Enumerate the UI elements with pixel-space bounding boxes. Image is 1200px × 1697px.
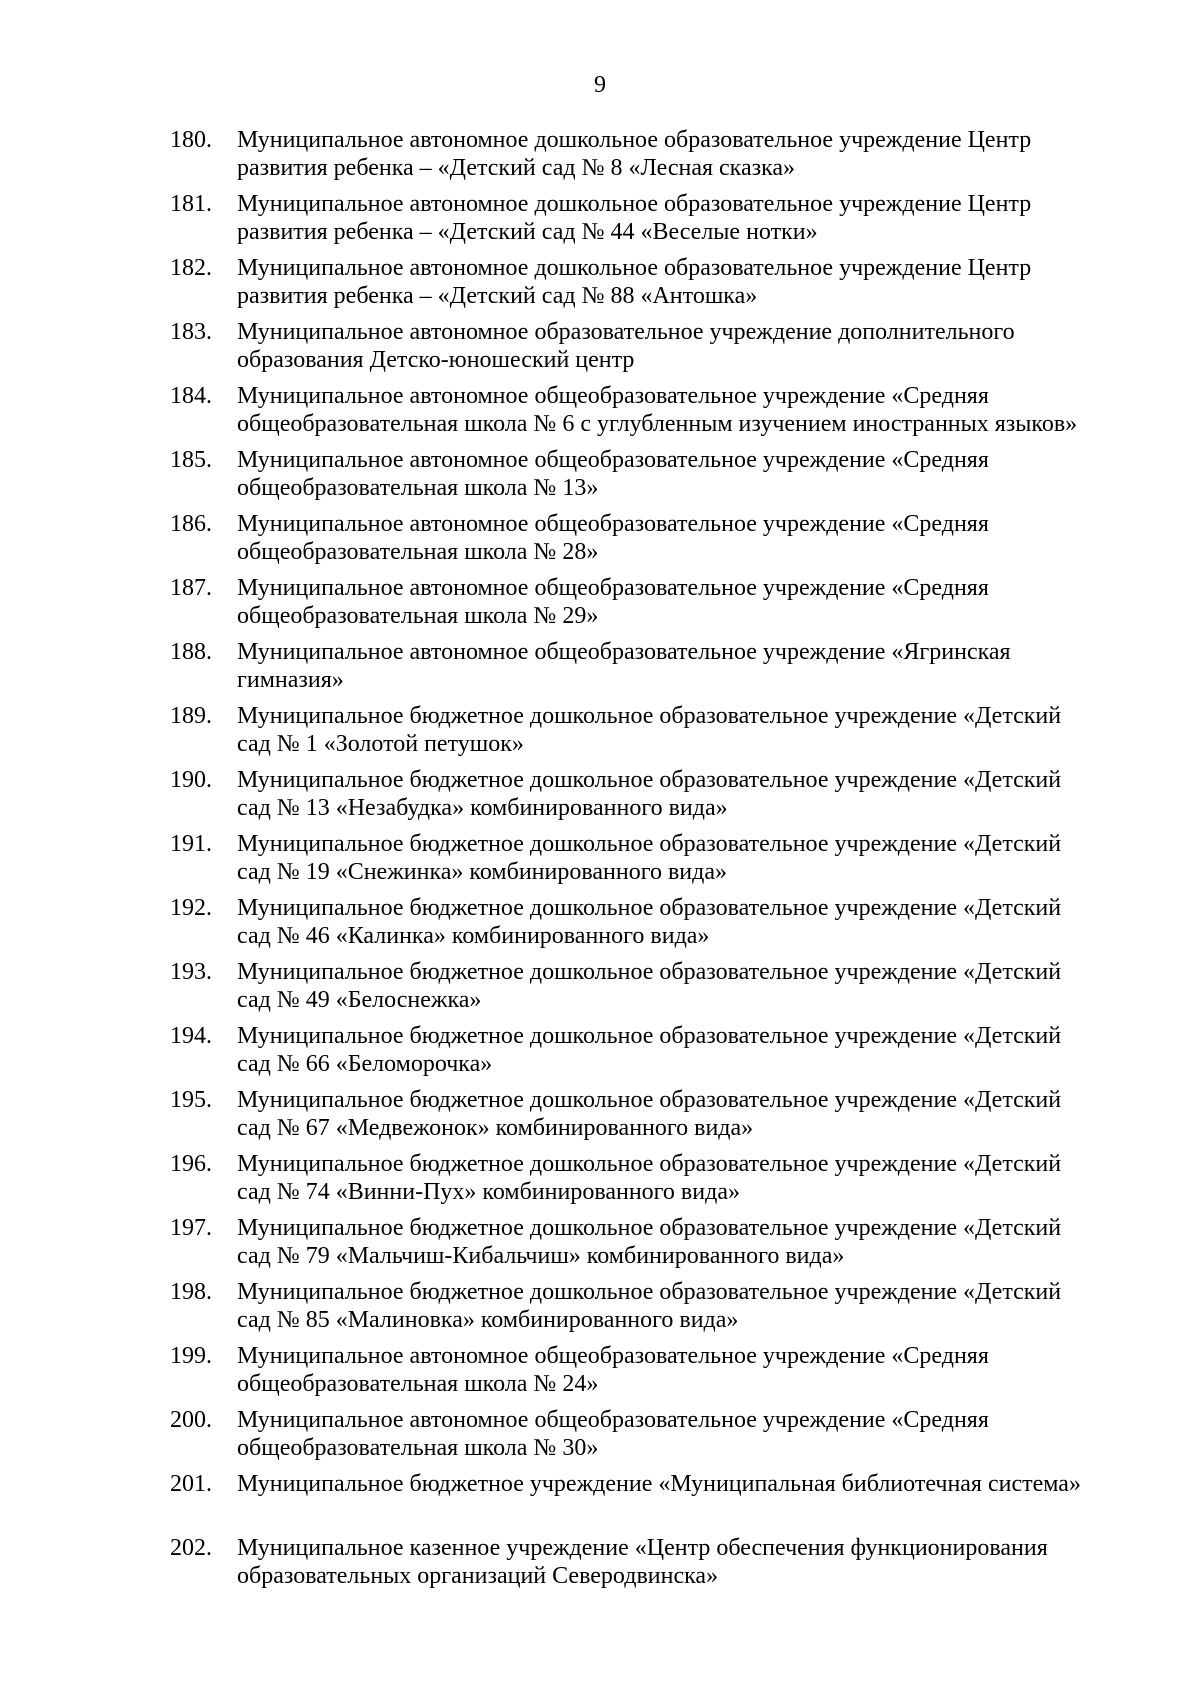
item-number: 191. (170, 831, 212, 857)
item-number: 190. (170, 767, 212, 793)
item-text: Муниципальное бюджетное дошкольное образовательное учреждение «Детский сад № 67 «Медвежонок» комбинированного вида» (237, 1087, 1062, 1141)
institution-list (170, 126, 1100, 1598)
list-item (170, 766, 1100, 830)
list-item (170, 1470, 1100, 1534)
item-number: 198. (170, 1279, 212, 1305)
list-item (170, 190, 1100, 254)
list-item (170, 1214, 1100, 1278)
list-item (170, 830, 1100, 894)
list-item (170, 1022, 1100, 1086)
item-text: Муниципальное автономное дошкольное образовательное учреждение Центр развития ребенка – «Детский сад № 44 «Веселые нотки» (237, 191, 1032, 245)
item-text: Муниципальное бюджетное дошкольное образовательное учреждение «Детский сад № 49 «Белоснежка» (237, 959, 1062, 1013)
list-item (170, 126, 1100, 190)
item-text: Муниципальное автономное общеобразовательное учреждение «Средняя общеобразовательная школа № 13» (237, 447, 989, 501)
item-number: 189. (170, 703, 212, 729)
item-number: 182. (170, 255, 212, 281)
item-number: 202. (170, 1535, 212, 1561)
item-text: Муниципальное автономное общеобразовательное учреждение «Средняя общеобразовательная школа № 24» (237, 1343, 989, 1397)
item-text: Муниципальное автономное образовательное учреждение дополнительного образования Детско-юношеский центр (237, 319, 1015, 373)
list-item (170, 1278, 1100, 1342)
item-number: 193. (170, 959, 212, 985)
item-text: Муниципальное автономное дошкольное образовательное учреждение Центр развития ребенка – «Детский сад № 8 «Лесная сказка» (237, 127, 1032, 181)
list-item (170, 382, 1100, 446)
list-item (170, 1150, 1100, 1214)
list-item (170, 318, 1100, 382)
item-text: Муниципальное автономное общеобразовательное учреждение «Ягринская гимназия» (237, 639, 1011, 693)
item-text: Муниципальное автономное общеобразовательное учреждение «Средняя общеобразовательная школа № 28» (237, 511, 989, 565)
list-item (170, 1342, 1100, 1406)
item-number: 187. (170, 575, 212, 601)
item-text: Муниципальное бюджетное дошкольное образовательное учреждение «Детский сад № 85 «Малиновка» комбинированного вида» (237, 1279, 1062, 1333)
list-item (170, 1534, 1100, 1598)
item-text: Муниципальное бюджетное учреждение «Муниципальная библиотечная система» (237, 1471, 1081, 1497)
item-number: 183. (170, 319, 212, 345)
item-number: 196. (170, 1151, 212, 1177)
item-text: Муниципальное бюджетное дошкольное образовательное учреждение «Детский сад № 19 «Снежинка» комбинированного вида» (237, 831, 1062, 885)
item-number: 184. (170, 383, 212, 409)
item-text: Муниципальное бюджетное дошкольное образовательное учреждение «Детский сад № 13 «Незабудка» комбинированного вида» (237, 767, 1062, 821)
item-text: Муниципальное казенное учреждение «Центр обеспечения функционирования образовательных организаций Северодвинска» (237, 1535, 1048, 1589)
item-text: Муниципальное бюджетное дошкольное образовательное учреждение «Детский сад № 74 «Винни-Пух» комбинированного вида» (237, 1151, 1062, 1205)
list-item (170, 446, 1100, 510)
item-number: 195. (170, 1087, 212, 1113)
list-item (170, 894, 1100, 958)
item-number: 188. (170, 639, 212, 665)
item-number: 180. (170, 127, 212, 153)
item-text: Муниципальное автономное дошкольное образовательное учреждение Центр развития ребенка – «Детский сад № 88 «Антошка» (237, 255, 1032, 309)
list-item (170, 1406, 1100, 1470)
item-number: 194. (170, 1023, 212, 1049)
list-item (170, 574, 1100, 638)
item-number: 201. (170, 1471, 212, 1497)
item-number: 197. (170, 1215, 212, 1241)
item-text: Муниципальное бюджетное дошкольное образовательное учреждение «Детский сад № 66 «Беломорочка» (237, 1023, 1062, 1077)
page-number: 9 (594, 72, 606, 98)
item-number: 200. (170, 1407, 212, 1433)
list-item (170, 702, 1100, 766)
item-text: Муниципальное автономное общеобразовательное учреждение «Средняя общеобразовательная школа № 29» (237, 575, 989, 629)
list-item (170, 510, 1100, 574)
item-number: 186. (170, 511, 212, 537)
list-item (170, 638, 1100, 702)
item-number: 185. (170, 447, 212, 473)
item-text: Муниципальное бюджетное дошкольное образовательное учреждение «Детский сад № 79 «Мальчиш-Кибальчиш» комбинированного вида» (237, 1215, 1062, 1269)
item-number: 181. (170, 191, 212, 217)
list-item (170, 254, 1100, 318)
list-item (170, 1086, 1100, 1150)
item-text: Муниципальное автономное общеобразовательное учреждение «Средняя общеобразовательная школа № 30» (237, 1407, 989, 1461)
item-text: Муниципальное автономное общеобразовательное учреждение «Средняя общеобразовательная школа № 6 с углубленным изучением иностранных языков» (237, 383, 1078, 437)
item-number: 192. (170, 895, 212, 921)
item-text: Муниципальное бюджетное дошкольное образовательное учреждение «Детский сад № 46 «Калинка» комбинированного вида» (237, 895, 1062, 949)
list-item (170, 958, 1100, 1022)
item-number: 199. (170, 1343, 212, 1369)
item-text: Муниципальное бюджетное дошкольное образовательное учреждение «Детский сад № 1 «Золотой петушок» (237, 703, 1062, 757)
